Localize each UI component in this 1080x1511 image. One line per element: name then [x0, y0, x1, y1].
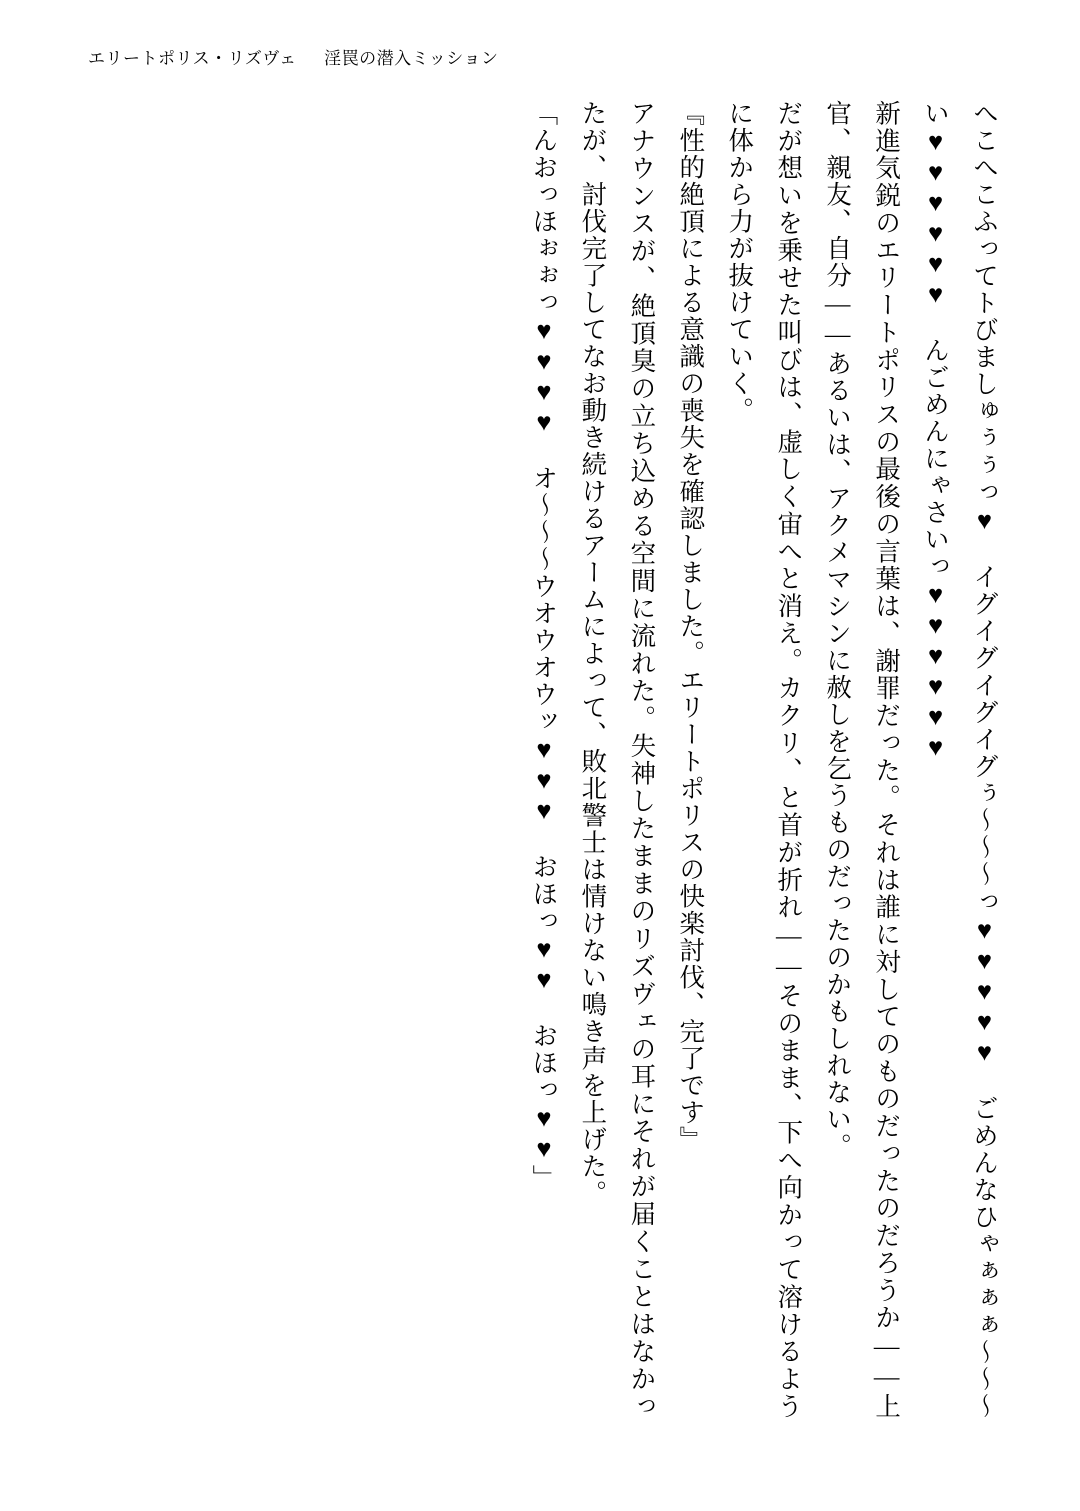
paragraph: 新進気鋭のエリートポリスの最後の言葉は、謝罪だった。それは誰に対してのものだったのだろうか――上官、親友、自分――あるいは、アクメマシンに赦しを乞うものだったのかもしれない。: [823, 100, 902, 1420]
paragraph: だが想いを乗せた叫びは、虚しく宙へと消え。カクリ、と首が折れ――そのまま、下へ向かって溶けるように体から力が抜けていく。: [725, 100, 804, 1420]
header-chapter-title: 淫罠の潜入ミッション: [324, 49, 499, 68]
page-header: [88, 44, 498, 69]
paragraph: 『性的絶頂による意識の喪失を確認しました。エリートポリスの快楽討伐、完了です』: [676, 100, 706, 1153]
paragraph: アナウンスが、絶頂臭の立ち込める空間に流れた。失神したままのリズヴェの耳にそれが届くことはなかったが、討伐完了してなお動き続けるアームによって、敗北警士は情けない鳴き声を上げた。: [578, 100, 657, 1420]
header-series-title: エリートポリス・リズヴェ: [88, 49, 297, 68]
page-body: [108, 100, 1008, 1420]
paragraph: へこへこふってトびましゅぅぅっ♥ イグイグイグイグぅ〜〜〜っ♥♥♥♥♥ ごめんなひゃぁぁぁ〜〜〜い♥♥♥♥♥♥ んごめんにゃさいっ♥♥♥♥♥♥: [921, 100, 999, 1420]
paragraph: 「んおっほぉぉっ♥♥♥♥ オ〜〜〜ウオウオウッ♥♥♥ おほっ♥♥ おほっ♥♥」: [529, 100, 559, 1192]
